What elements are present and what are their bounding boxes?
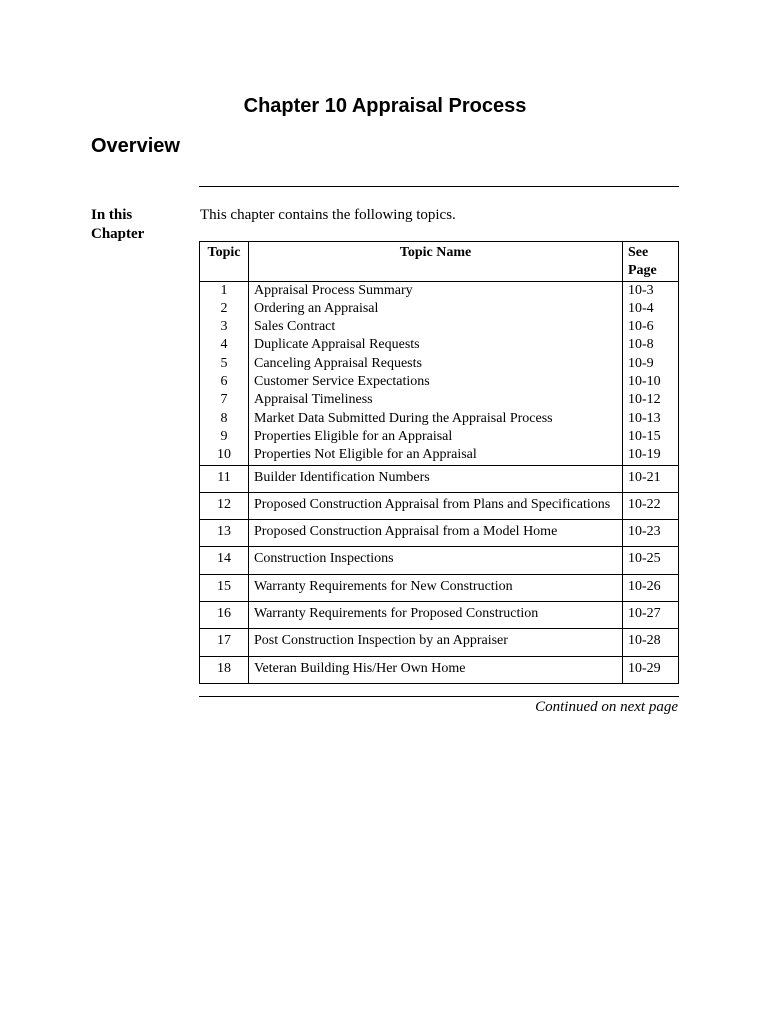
topic-number: 12 (200, 492, 249, 519)
topics-table (199, 241, 679, 684)
table-row (200, 574, 679, 601)
topic-name: Ordering an Appraisal (249, 300, 623, 318)
table-row (200, 391, 679, 409)
table-row (200, 547, 679, 574)
topic-name: Duplicate Appraisal Requests (249, 336, 623, 354)
table-row (200, 355, 679, 373)
header-topic-name: Topic Name (249, 242, 623, 282)
table-row (200, 410, 679, 428)
topic-number: 1 (200, 281, 249, 300)
header-see-page-line1: See (628, 245, 649, 260)
topic-page: 10-29 (623, 656, 679, 683)
topic-number: 3 (200, 318, 249, 336)
topic-page: 10-12 (623, 391, 679, 409)
topic-page: 10-26 (623, 574, 679, 601)
topic-number: 5 (200, 355, 249, 373)
table-row (200, 656, 679, 683)
side-label-line2: Chapter (91, 226, 145, 242)
topic-number: 10 (200, 446, 249, 465)
bottom-divider (199, 696, 679, 697)
table-row (200, 281, 679, 300)
topic-name: Proposed Construction Appraisal from Plans and Specifications (249, 492, 623, 519)
topic-name: Builder Identification Numbers (249, 465, 623, 492)
topic-page: 10-6 (623, 318, 679, 336)
topic-number: 7 (200, 391, 249, 409)
topic-page: 10-3 (623, 281, 679, 300)
topic-name: Market Data Submitted During the Appraisal Process (249, 410, 623, 428)
topic-page: 10-25 (623, 547, 679, 574)
topic-page: 10-15 (623, 428, 679, 446)
topic-name: Warranty Requirements for Proposed Construction (249, 602, 623, 629)
header-see-page (623, 242, 679, 282)
topic-page: 10-19 (623, 446, 679, 465)
table-row (200, 336, 679, 354)
header-see-page-line2: Page (628, 263, 657, 279)
topic-name: Warranty Requirements for New Construction (249, 574, 623, 601)
topic-name: Proposed Construction Appraisal from a Model Home (249, 520, 623, 547)
side-label-line1: In this (91, 207, 133, 223)
topic-number: 6 (200, 373, 249, 391)
top-divider (199, 186, 679, 187)
topic-number: 2 (200, 300, 249, 318)
table-row (200, 492, 679, 519)
topic-number: 18 (200, 656, 249, 683)
topic-page: 10-10 (623, 373, 679, 391)
table-row (200, 446, 679, 465)
topic-number: 9 (200, 428, 249, 446)
topic-name: Post Construction Inspection by an Appraiser (249, 629, 623, 656)
table-row (200, 373, 679, 391)
table-row (200, 300, 679, 318)
topic-name: Veteran Building His/Her Own Home (249, 656, 623, 683)
topic-number: 4 (200, 336, 249, 354)
topic-page: 10-28 (623, 629, 679, 656)
topic-number: 13 (200, 520, 249, 547)
topic-page: 10-23 (623, 520, 679, 547)
table-row (200, 318, 679, 336)
topic-number: 8 (200, 410, 249, 428)
topic-page: 10-22 (623, 492, 679, 519)
topic-name: Customer Service Expectations (249, 373, 623, 391)
topic-name: Properties Eligible for an Appraisal (249, 428, 623, 446)
topic-number: 15 (200, 574, 249, 601)
topic-name: Construction Inspections (249, 547, 623, 574)
topic-name: Appraisal Timeliness (249, 391, 623, 409)
table-header-row (200, 242, 679, 282)
side-label (91, 206, 181, 244)
continued-note: Continued on next page (535, 699, 678, 715)
topic-page: 10-8 (623, 336, 679, 354)
topic-name: Properties Not Eligible for an Appraisal (249, 446, 623, 465)
topic-name: Sales Contract (249, 318, 623, 336)
table-row (200, 428, 679, 446)
header-topic: Topic (200, 242, 249, 282)
topic-number: 16 (200, 602, 249, 629)
topic-page: 10-9 (623, 355, 679, 373)
topic-page: 10-13 (623, 410, 679, 428)
topic-number: 11 (200, 465, 249, 492)
table-row (200, 602, 679, 629)
topic-name: Appraisal Process Summary (249, 281, 623, 300)
intro-text: This chapter contains the following topics. (200, 207, 456, 223)
topic-page: 10-21 (623, 465, 679, 492)
chapter-title: Chapter 10 Appraisal Process (243, 95, 527, 117)
table-row (200, 520, 679, 547)
topic-page: 10-27 (623, 602, 679, 629)
topic-page: 10-4 (623, 300, 679, 318)
topic-number: 17 (200, 629, 249, 656)
topic-name: Canceling Appraisal Requests (249, 355, 623, 373)
table-row (200, 629, 679, 656)
table-row (200, 465, 679, 492)
topic-number: 14 (200, 547, 249, 574)
section-title: Overview (91, 135, 180, 157)
